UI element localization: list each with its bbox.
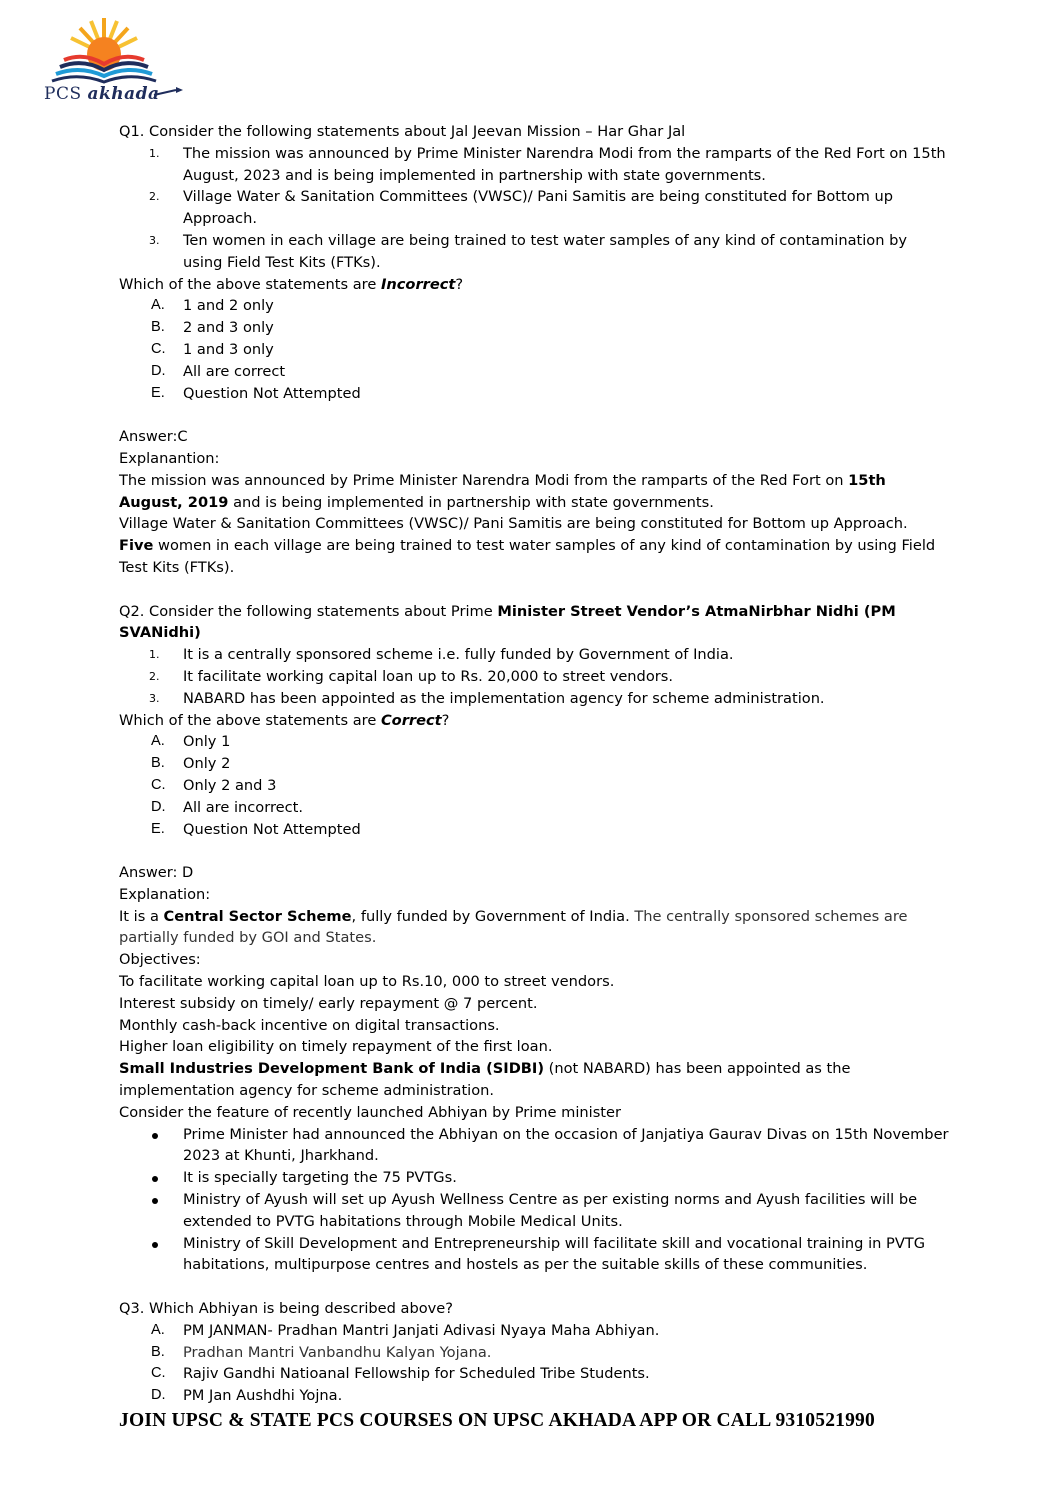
- q3-features: [119, 1124, 949, 1277]
- option-item: A. PM JANMAN- Pradhan Mantri Janjati Adivasi Nyaya Maha Abhiyan.: [151, 1321, 660, 1339]
- q2-sidbi-note: Small Industries Development Bank of India (SIDBI) (not NABARD) has been appointed as the implementation agency for scheme administration.: [119, 1060, 851, 1100]
- bullet-item: Prime Minister had announced the Abhiyan on the occasion of Janjatiya Gaurav Divas on 15th November 2023 at Khunti, Jharkhand.: [119, 1124, 949, 1168]
- list-item: 1. It is a centrally sponsored scheme i.e. fully funded by Government of India.: [149, 646, 734, 664]
- option-item: A. Only 1: [151, 733, 231, 751]
- option-item: C. Only 2 and 3: [151, 776, 277, 794]
- q1-statements: [119, 143, 949, 274]
- q1-prompt: Which of the above statements are Incorrect?: [119, 275, 464, 293]
- bullet-icon: [152, 1242, 158, 1248]
- option-item: B. 2 and 3 only: [151, 319, 274, 337]
- option-item: A. 1 and 2 only: [151, 297, 274, 315]
- bullet-icon: [152, 1133, 158, 1139]
- bullet-item: Ministry of Ayush will set up Ayush Wellness Centre as per existing norms and Ayush facilities will be extended to PVTG habitations through Mobile Medical Units.: [119, 1189, 949, 1233]
- q3-options: [119, 1320, 949, 1407]
- q2-explanation-label: Explanation:: [119, 885, 211, 903]
- footer-banner: JOIN UPSC & STATE PCS COURSES ON UPSC AKHADA APP OR CALL 9310521990: [119, 1410, 875, 1431]
- q2-prompt: Which of the above statements are Correct?: [119, 711, 450, 729]
- objective-line: Interest subsidy on timely/ early repayment @ 7 percent.: [119, 994, 538, 1012]
- q3-intro: Consider the feature of recently launched Abhiyan by Prime minister: [119, 1103, 622, 1121]
- option-item: D. All are incorrect.: [151, 798, 304, 816]
- brand-name: PCS akhada: [44, 84, 160, 104]
- q2-answer: Answer: D: [119, 864, 194, 882]
- list-item: 3. NABARD has been appointed as the implementation agency for scheme administration.: [149, 689, 825, 707]
- q1-explanation-label: Explanantion:: [119, 449, 220, 467]
- objective-line: Monthly cash-back incentive on digital transactions.: [119, 1016, 500, 1034]
- option-item: D. All are correct: [151, 362, 286, 380]
- q2-question: Q2. Consider the following statements about Prime Minister Street Vendor’s AtmaNirbhar Nidhi (PM SVANidhi): [119, 602, 896, 642]
- q3-question: Q3. Which Abhiyan is being described above?: [119, 1300, 454, 1318]
- list-item: 3. Ten women in each village are being trained to test water samples of any kind of contamination by using Field Test Kits (FTKs).: [149, 231, 908, 271]
- q1-explanation-2: Village Water & Sanitation Committees (VWSC)/ Pani Samitis are being constituted for Bottom up Approach.: [119, 515, 908, 533]
- objective-line: To facilitate working capital loan up to Rs.10, 000 to street vendors.: [119, 973, 615, 991]
- bullet-item: Ministry of Skill Development and Entrepreneurship will facilitate skill and vocational training in PVTG habitations, multipurpose centres and hostels as per the suitable skills of these communities.: [119, 1233, 949, 1277]
- bullet-icon: [152, 1198, 158, 1204]
- objective-line: Higher loan eligibility on timely repayment of the first loan.: [119, 1038, 553, 1056]
- q1-explanation-3: Five women in each village are being trained to test water samples of any kind of contamination by using Field Test Kits (FTKs).: [119, 537, 936, 576]
- q1-question: Q1. Consider the following statements about Jal Jeevan Mission – Har Ghar Jal: [119, 123, 686, 140]
- option-item: D. PM Jan Aushdhi Yojna.: [151, 1387, 343, 1405]
- q1-options: [119, 295, 949, 404]
- bullet-item: It is specially targeting the 75 PVTGs.: [119, 1167, 949, 1189]
- q2-options: [119, 731, 949, 840]
- list-item: 2. It facilitate working capital loan up to Rs. 20,000 to street vendors.: [149, 667, 673, 685]
- option-item: C. 1 and 3 only: [151, 340, 274, 358]
- option-item: B. Only 2: [151, 755, 231, 773]
- q2-statements: [119, 644, 949, 709]
- q2-explanation-1: It is a Central Sector Scheme, fully funded by Government of India. The centrally sponsored schemes are partially funded by GOI and States.: [119, 907, 908, 947]
- option-item: B. Pradhan Mantri Vanbandhu Kalyan Yojana.: [151, 1343, 492, 1361]
- q1-explanation-1: The mission was announced by Prime Minister Narendra Modi from the ramparts of the Red Fort on 15th August, 2019 and is being implemented in partnership with state governments.: [119, 471, 886, 511]
- list-item: 2. Village Water & Sanitation Committees (VWSC)/ Pani Samitis are being constituted for Bottom up Approach.: [149, 188, 894, 228]
- option-item: E. Question Not Attempted: [151, 384, 361, 402]
- option-item: E. Question Not Attempted: [151, 820, 361, 838]
- bullet-icon: [152, 1176, 158, 1182]
- option-item: C. Rajiv Gandhi Natioanal Fellowship for Scheduled Tribe Students.: [151, 1365, 650, 1383]
- document-body: [119, 121, 949, 1407]
- q1-answer: Answer:C: [119, 428, 188, 446]
- q2-objectives-label: Objectives:: [119, 951, 201, 969]
- list-item: 1. The mission was announced by Prime Minister Narendra Modi from the ramparts of the Red Fort on 15th August, 2023 and is being implemented in partnership with state governments.: [149, 144, 946, 184]
